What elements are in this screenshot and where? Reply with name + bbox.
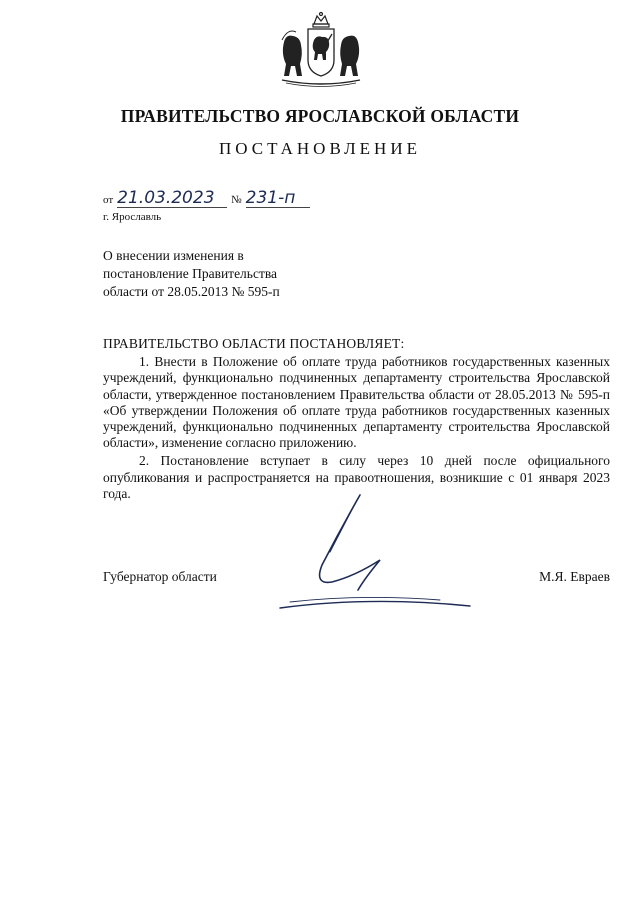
subject-line: постановление Правительства [103,266,278,281]
signatory-name: М.Я. Евраев [539,569,610,584]
body-paragraph: 2. Постановление вступает в силу через 10 дней после официального опубликования и распространяется на правоотношения, возникшие с 01 января 2023 года. [103,453,610,501]
decree-heading: ПРАВИТЕЛЬСТВО ОБЛАСТИ ПОСТАНОВЛЯЕТ: [103,336,405,351]
document-subject [103,247,280,301]
number-label: № [231,194,242,206]
handwritten-signature [270,490,480,620]
coat-of-arms-icon [276,10,366,90]
government-title: ПРАВИТЕЛЬСТВО ЯРОСЛАВСКОЙ ОБЛАСТИ [120,106,520,126]
subject-line: области от 28.05.2013 № 595-п [103,284,280,299]
document-kind: ПОСТАНОВЛЕНИЕ [218,139,421,158]
body-paragraph: 1. Внести в Положение об оплате труда работников государственных казенных учреждений, функционально подчиненных департаменту строительства Ярославской области, утвержденное постановлением Правительства области от 28.05.2013 № 595-п «Об утверждении Положения об оплате труда работников государственных казенных учреждений, функционально подчиненных департаменту строительства Ярославской области», изменение согласно приложению. [103,354,610,451]
signatory-role: Губернатор области [103,569,217,584]
registration-line [103,189,310,213]
document-body [103,336,610,502]
date-from-label: от [103,194,114,206]
registration-date: 21.03.2023 [117,189,227,208]
city-label: г. Ярославль [103,211,162,223]
registration-number: 231-п [246,189,310,208]
subject-line: О внесении изменения в [103,248,244,263]
